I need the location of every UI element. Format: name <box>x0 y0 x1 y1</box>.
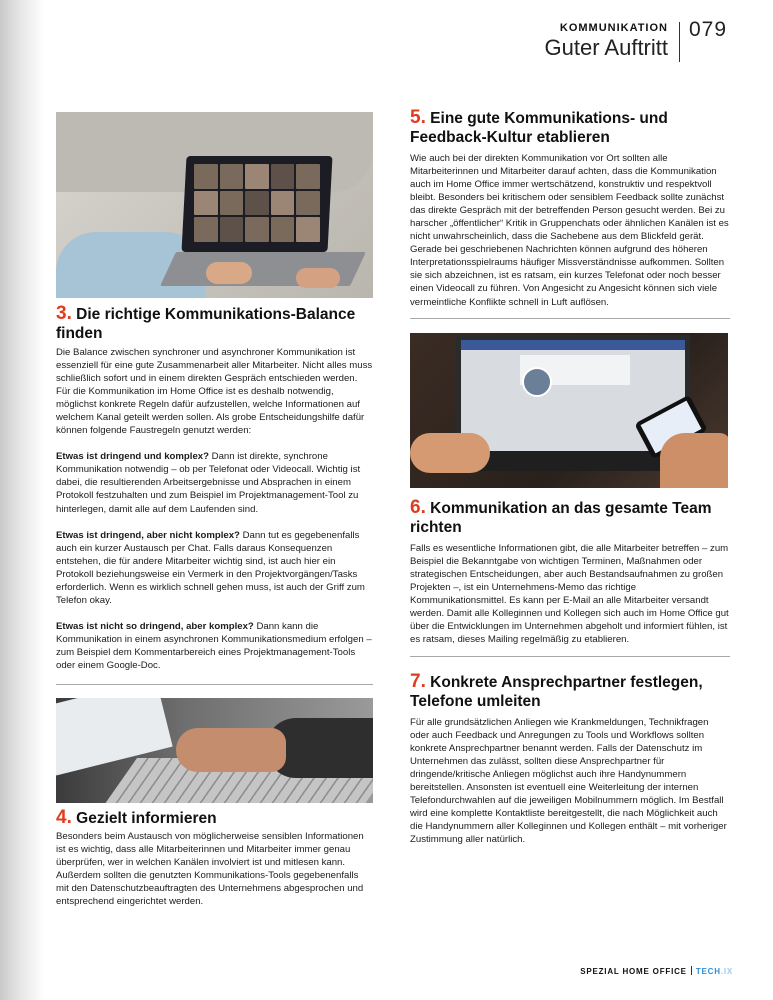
section-6-number: 6. <box>410 496 426 518</box>
video-call-laptop-photo <box>56 112 373 298</box>
page-number: 079 <box>689 18 728 41</box>
section-kicker: KOMMUNIKATION <box>559 22 668 34</box>
rule-1-text: Dann ist direkte, synchrone Kommunikation notwendig – ob per Telefonat oder Videocall. Wichtig ist dabei, die resultierenden Arbeitsergebnisse und Absprachen in einem Protokoll festzuhalten und zum Beispiel im Projektmanagement-Tool zu hinterlegen, damit alle auf dem Laufenden sind. <box>56 451 361 515</box>
section-3-intro: Die Balance zwischen synchroner und asynchroner Kommunikation ist essenziell für eine gute Zusammenarbeit aller Mitarbeiter. Nicht alles muss schließlich sofort und in einem direkten Gespräch entschieden werden. Für die Kommunikation im Home Office ist es deshalb notwendig, möglichst konkrete Regeln dafür aufzustellen, welche Informationen auf welchem Kanal geteilt werden sollen. Als grobe Entscheidungshilfe dafür können folgende Faustregeln genutzt werden: <box>56 347 373 437</box>
rule-3-lead: Etwas ist nicht so dringend, aber komplex? <box>56 620 254 632</box>
footer-divider <box>691 966 692 975</box>
rule-2-lead: Etwas ist dringend, aber nicht komplex? <box>56 529 240 541</box>
footer-label: SPEZIAL HOME OFFICE <box>580 967 687 976</box>
left-column <box>56 112 373 908</box>
section-5-body-2: Gerade bei geschriebenen Nachrichten können aufgrund des höheren Interpretationsspielraums häufiger Missverständnisse aufkommen. Sollten sie sich abzeichnen, ist es ratsam, ein kurzes Telefonat oder noch besser einen Videocall zu führen. Von Angesicht zu Angesicht können sich viele vermeintliche Konflikte schnell in Luft auflösen. <box>410 244 725 308</box>
rule-1-lead: Etwas ist dringend und komplex? <box>56 451 209 463</box>
section-3-rule-1 <box>56 450 373 515</box>
social-media-laptop-phone-photo <box>410 333 728 488</box>
section-5-heading <box>410 108 730 147</box>
section-3-title: Die richtige Kommunikations-Balance finden <box>56 306 356 342</box>
section-4-heading <box>56 808 373 828</box>
brand-logo-suffix: .IX <box>720 967 733 976</box>
page-heading: Guter Auftritt <box>544 35 668 60</box>
section-7-body: Für alle grundsätzlichen Anliegen wie Krankmeldungen, Technikfragen oder auch Feedback und Anregungen zu Tools und Workflows sollten konkrete Ansprechpartner benannt werden. Falls der Datenschutz im Unternehmen das zulässt, sollten diese Ansprechpartner für dringende/kritische Anliegen möglichst auch ihre Handynummern bereitstellen. Ansonsten ist eventuell eine Weiterleitung der internen Telefondurchwahlen auf die jeweiligen Mobilnummern möglich. Im Bestfall wird eine komplette Kontaktliste bereitgestellt, die nach Möglichkeit auch die Handynummern aller Kolleginnen und Kollegen enthält – mit vorheriger Zustimmung aller natürlich. <box>410 716 727 846</box>
section-3-rule-2 <box>56 529 373 607</box>
section-5-title: Eine gute Kommunikations- und Feedback-Kultur etablieren <box>410 110 668 146</box>
rule-2-text: Dann tut es gegebenenfalls auch ein kurzer Austausch per Chat. Falls daraus Konsequenzen entstehen, die für andere Mitarbeiter wichtig sind, ist auch hier ein Protokoll beziehungsweise ein Vermerk in den Projektvorgängen/Tasks erforderlich. Wenn es wirklich schnell gehen muss, ist auch der Griff zum Telefon okay. <box>56 529 365 606</box>
page-footer <box>580 966 733 976</box>
section-7-title: Konkrete Ansprechpartner festlegen, Telefone umleiten <box>410 673 703 710</box>
section-4-title: Gezielt informieren <box>76 810 217 828</box>
header-divider <box>679 22 680 62</box>
section-6-body: Falls es wesentliche Informationen gibt, die alle Mitarbeiter betreffen – zum Beispiel die Bekanntgabe von wichtigen Terminen, Maßnahmen oder strategischen Entscheidungen, aber auch Bestandsaufnahmen zu großen Projekten –, ist ein Unternehmens-Memo das richtige Kommunikationsmittel. Es kann per E-Mail an alle Mitarbeiter versandt werden. Damit alle Kolleginnen und Kollegen sich auch im Home Office gut über die Entwicklungen im Unternehmen abgeholt und informiert fühlen, ist es ratsam, dieses Mailing regelmäßig zu etablieren. <box>410 542 729 645</box>
page-spine-shadow <box>0 0 44 1000</box>
section-3-number: 3. <box>56 303 72 324</box>
typing-keyboard-photo <box>56 698 373 803</box>
section-7-number: 7. <box>410 670 426 692</box>
section-divider <box>56 684 373 685</box>
section-5-body-1: Wie auch bei der direkten Kommunikation vor Ort sollten alle Mitarbeiterinnen und Mitarbeiter darauf achten, dass die Kommunikation auch im Home Office immer wertschätzend, konstruktiv und respektvoll bleibt. Besonders bei kritischem oder sensiblem Feedback sollte zunächst das direkte Gespräch mit der betreffenden Person gesucht werden. Bei zu harscher „öffentlicher“ Kritik in Gruppenchats oder ähnlichen Kanälen ist es nicht unwahrscheinlich, dass die Sachebene aus dem Blickfeld gerät. <box>410 153 729 243</box>
right-column <box>410 108 730 846</box>
brand-logo-text: TECH <box>695 967 721 976</box>
section-7-heading <box>410 672 730 711</box>
section-5-number: 5. <box>410 107 426 128</box>
section-divider <box>410 656 730 657</box>
section-6-heading <box>410 498 730 537</box>
section-divider <box>410 318 730 319</box>
section-4-body: Besonders beim Austausch von möglicherweise sensiblen Informationen ist es wichtig, dass alle Mitarbeiterinnen und Mitarbeiter immer genau überprüfen, wer in welchen Kanälen involviert ist und mitlesen kann. Außerdem sollten die genutzten Kommunikations-Tools gegebenenfalls mit den Datenschutzbeauftragten des Unternehmens abgesprochen und entsprechend eingerichtet werden. <box>56 831 364 908</box>
running-header <box>545 22 669 61</box>
section-3-rule-3 <box>56 620 373 672</box>
section-6-title: Kommunikation an das gesamte Team richten <box>410 499 712 536</box>
rule-3-text: Dann kann die Kommunikation in einem asynchronen Kommunikationsmedium erfolgen – zum Beispiel dem Kommentarbereich eines Projektmanagement-Tools oder einem Google-Doc. <box>56 620 372 671</box>
section-4-number: 4. <box>56 807 72 829</box>
section-3-heading <box>56 304 373 343</box>
